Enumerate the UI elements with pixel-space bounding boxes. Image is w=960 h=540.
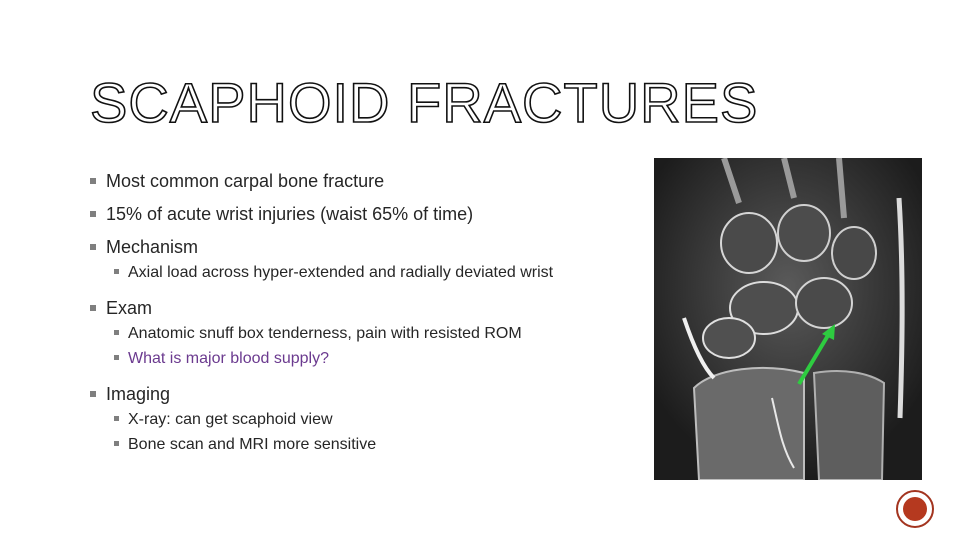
bullet-list	[90, 168, 650, 467]
bullet-item: Imaging	[90, 381, 650, 407]
bullet-item: 15% of acute wrist injuries (waist 65% of time)	[90, 201, 650, 227]
sub-bullet-item: X-ray: can get scaphoid view	[114, 407, 650, 432]
slide-badge-icon	[896, 490, 934, 528]
sub-bullet-list	[90, 321, 650, 371]
bullet-item: Most common carpal bone fracture	[90, 168, 650, 194]
sub-bullet-item: Axial load across hyper-extended and radially deviated wrist	[114, 260, 650, 285]
slide-title: SCAPHOID FRACTURES	[90, 71, 759, 134]
sub-bullet-item: Anatomic snuff box tenderness, pain with resisted ROM	[114, 321, 650, 346]
bullet-item: Exam	[90, 295, 650, 321]
bullet-item: Mechanism	[90, 234, 650, 260]
sub-bullet-list	[90, 260, 650, 285]
wrist-mri-image	[654, 158, 922, 480]
mri-illustration	[654, 158, 922, 480]
sub-bullet-list	[90, 407, 650, 457]
blood-supply-question: What is major blood supply?	[114, 346, 650, 371]
sub-bullet-item: Bone scan and MRI more sensitive	[114, 432, 650, 457]
